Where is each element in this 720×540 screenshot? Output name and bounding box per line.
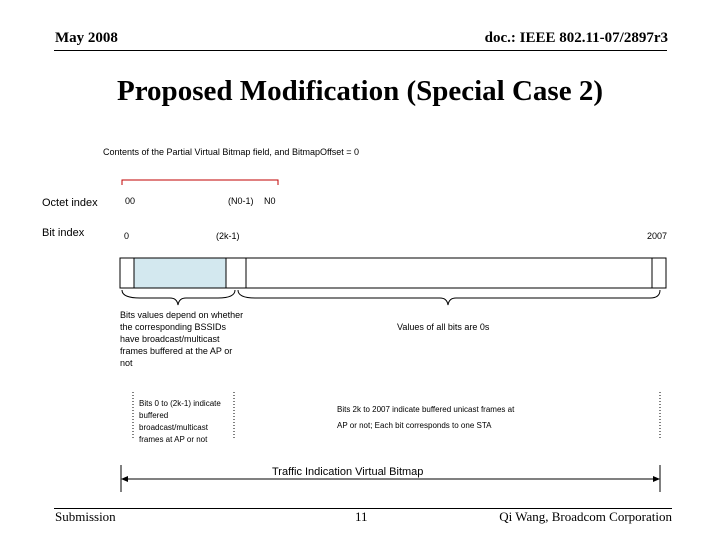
header-date: May 2008 bbox=[55, 30, 118, 46]
left-brace bbox=[122, 290, 235, 305]
octet-span-bracket bbox=[122, 180, 278, 185]
detail-right-line2: AP or not; Each bit corresponds to one STA bbox=[337, 421, 492, 430]
footer-right: Qi Wang, Broadcom Corporation bbox=[499, 509, 672, 524]
bit-index-label: Bit index bbox=[42, 227, 85, 239]
bit-cell-last bbox=[652, 258, 666, 288]
detail-right-line1: Bits 2k to 2007 indicate buffered unicast frames at bbox=[337, 405, 515, 414]
bit-mid: (2k-1) bbox=[216, 231, 240, 241]
detail-left: Bits 0 to (2k-1) indicate buffered broadcast/multicast frames at AP or not bbox=[139, 399, 221, 444]
bitmap-label: Traffic Indication Virtual Bitmap bbox=[272, 466, 424, 478]
octet-start: 00 bbox=[125, 196, 136, 206]
footer-left: Submission bbox=[55, 509, 116, 524]
bit-cell-range bbox=[246, 258, 652, 288]
octet-end: N0 bbox=[264, 196, 276, 206]
header-doc-id: doc.: IEEE 802.11-07/2897r3 bbox=[484, 30, 668, 46]
bit-cell-first bbox=[120, 258, 134, 288]
figure-caption: Contents of the Partial Virtual Bitmap field, and BitmapOffset = 0 bbox=[103, 147, 360, 157]
span-arrow-right bbox=[653, 476, 660, 482]
note-right: Values of all bits are 0s bbox=[397, 322, 490, 332]
span-arrow-left bbox=[121, 476, 128, 482]
bit-end: 2007 bbox=[647, 231, 668, 241]
note-left: Bits values depend on whether the corresponding BSSIDs have broadcast/multicast frames buffered at the AP or not bbox=[120, 310, 244, 368]
bit-start: 0 bbox=[124, 231, 130, 241]
bit-cell-shaded bbox=[134, 258, 226, 288]
footer-page-number: 11 bbox=[355, 509, 368, 524]
bit-cell-mid bbox=[226, 258, 246, 288]
right-brace bbox=[238, 290, 660, 305]
slide-title: Proposed Modification (Special Case 2) bbox=[117, 75, 603, 107]
octet-index-label: Octet index bbox=[42, 197, 98, 209]
octet-mid: (N0-1) bbox=[228, 196, 254, 206]
